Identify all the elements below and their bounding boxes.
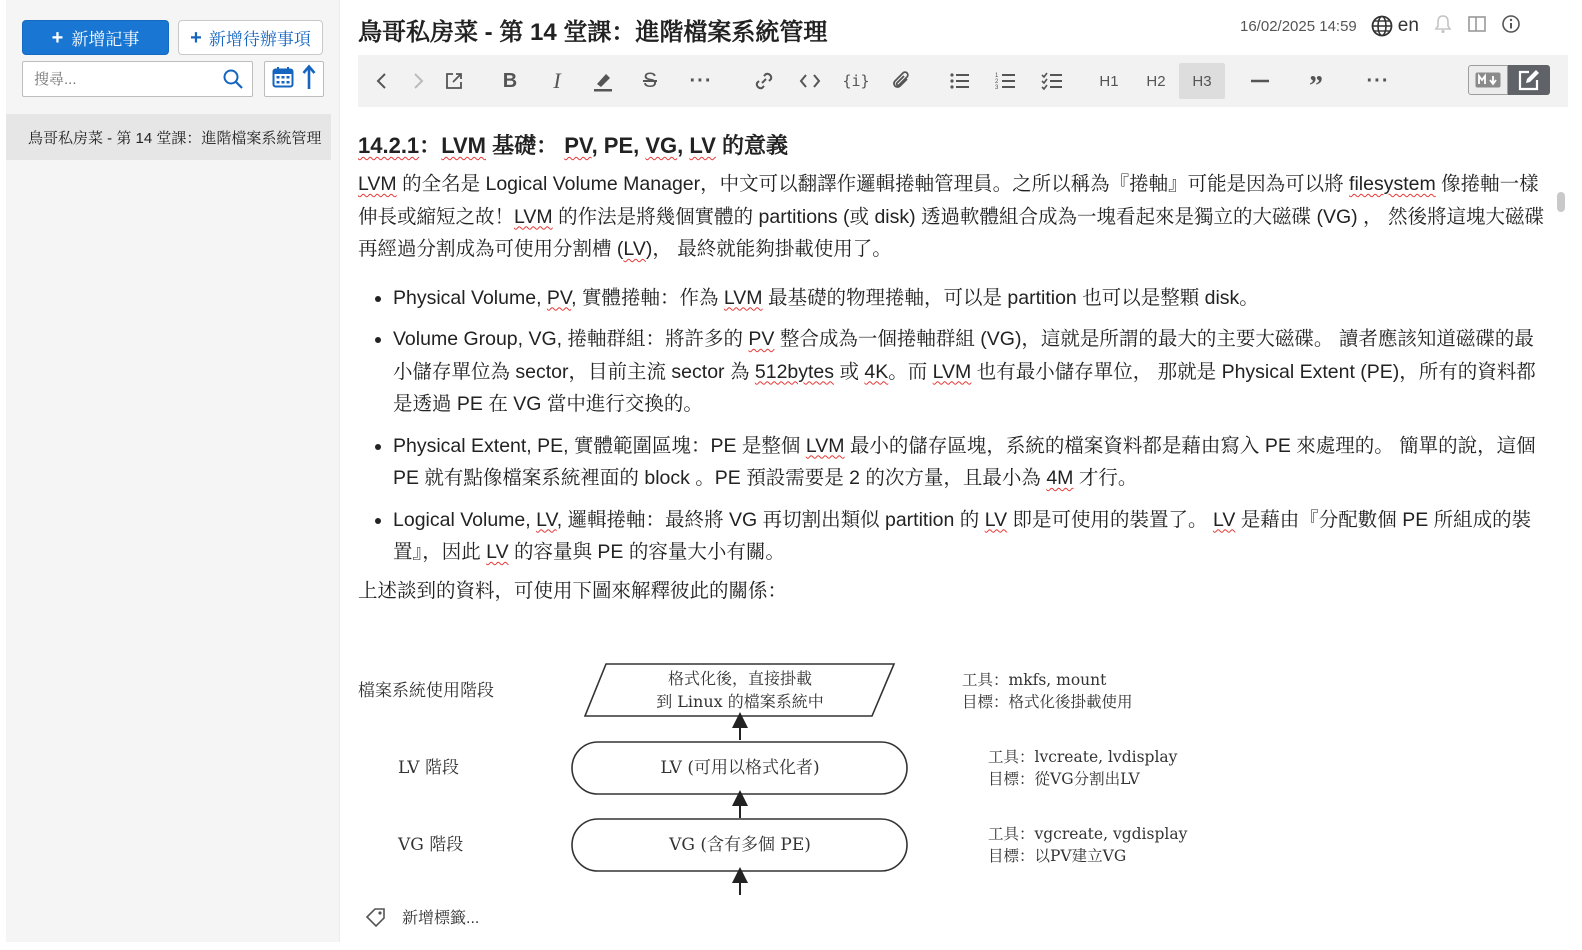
misspelled-word: LV [689,133,716,158]
link-icon[interactable] [751,55,777,107]
note-meta [1240,14,1521,38]
misspelled-word: LV [1212,508,1236,531]
stage3-goal: 目標：以PV建立VG [988,847,1127,865]
misspelled-word: 14.2.1 [358,133,420,158]
text-run: , 邏輯捲軸：最終將 VG 再切割出類似 partition 的 [556,508,985,531]
heading-1-button[interactable]: H1 [1099,72,1119,90]
highlight-icon[interactable] [590,55,616,107]
misspelled-word: LVM [723,286,763,309]
text-run: , PE, [591,133,646,158]
rich-text-mode-icon[interactable] [1508,65,1550,95]
horizontal-rule-icon[interactable] [1248,55,1272,107]
misspelled-word: 4M [1046,467,1074,489]
plus-icon: + [51,26,64,49]
text-run: Logical Volume, [393,508,537,531]
svg-text:2: 2 [995,79,999,85]
italic-icon[interactable]: I [553,68,561,93]
alarm-icon[interactable] [1433,14,1453,38]
new-todo-label: 新增待辦事項 [208,30,311,49]
blockquote-icon[interactable]: ” [1309,71,1323,102]
language-selector[interactable] [1371,15,1419,37]
misspelled-word: LVM [358,173,397,195]
text-run: 的全名是 Logical Volume Manager，中文可以翻譯作邏輯捲軸管理員。之所以稱為『捲軸』可能是因為可以將 [396,173,1350,195]
text-run: 的意義 [715,133,788,158]
plus-icon: + [190,26,202,49]
text-run: 即是可使用的裝置了。 [1007,508,1213,531]
note-datetime[interactable]: 16/02/2025 14:59 [1240,17,1357,35]
heading-2-button[interactable]: H2 [1146,72,1166,90]
stage2-box: LV (可用以格式化者) [660,758,820,778]
svg-text:3: 3 [995,85,999,91]
misspelled-word: LV [623,238,646,260]
intro-paragraph [358,168,1550,266]
checklist-icon[interactable] [1039,55,1065,107]
text-run: 也有最小儲存單位， 那就是 Physical Extent (PE)，所有的資料都是透過 PE 在 VG 當中進行交換的。 [393,360,1536,415]
stage1-box-line1: 格式化後，直接掛載 [667,669,813,688]
text-run: 最基礎的物理捲軸，可以是 partition 也可以是整顆 disk。 [762,286,1259,309]
misspelled-word: PV [546,286,572,309]
markdown-mode-icon[interactable] [1468,65,1508,95]
editor-scrollbar[interactable] [1557,192,1565,212]
list-item [393,323,1550,421]
calendar-icon[interactable] [272,66,294,93]
misspelled-word: LVM [805,434,845,457]
misspelled-word: 512bytes [754,360,835,383]
text-run: 是藉由『分配數個 PE 所組成的裝置』，因此 [393,508,1532,563]
text-run: 的容量與 PE 的容量大小有關。 [508,541,785,563]
text-run: 整合成為一個捲軸群組 (VG)，這就是所謂的最大的主要大磁碟。 讀者應該知道磁碟的最小儲存單位為 sector，目前主流 sector 為 [393,328,1534,383]
stage2-goal: 目標：從VG分割出LV [988,770,1140,788]
note-title[interactable]: 鳥哥私房菜 - 第 14 堂課：進階檔案系統管理 [358,19,828,46]
heading-3-button[interactable]: H3 [1179,63,1225,99]
text-run: Physical Volume, [393,286,547,309]
tag-icon [365,906,387,928]
text-run: 基礎： [486,133,565,158]
misspelled-word: PV [748,328,775,350]
list-item [393,504,1550,569]
bold-icon[interactable]: B [502,69,518,92]
search-icon[interactable] [223,69,243,94]
misspelled-word: 4K [864,360,889,383]
toggle-layout-icon[interactable] [1467,14,1487,38]
lvm-diagram [358,656,1188,896]
language-label: en [1397,15,1419,36]
stage3-tool: 工具：vgcreate, vgdisplay [988,825,1188,843]
code-block-icon[interactable]: {i} [842,72,870,90]
note-body[interactable] [358,124,1550,607]
numbered-list-icon[interactable] [993,55,1019,107]
svg-text:1: 1 [995,73,999,79]
misspelled-word: LVM [441,133,486,158]
misspelled-word: filesystem [1349,173,1436,195]
misspelled-word: VG [645,133,678,158]
stage1-goal: 目標：格式化後掛載使用 [962,693,1133,711]
text-run: )， 最終就能夠掛載使用了。 [645,238,892,260]
text-run: 像捲軸一樣伸長或縮短之故！ [358,173,1539,228]
text-run: 。而 [888,360,933,383]
text-run: 或 [834,360,865,383]
new-todo-button[interactable] [178,20,323,55]
text-run: , 實體捲軸：作為 [571,286,724,309]
back-icon[interactable] [370,55,394,107]
stage1-box-line2: 到 Linux 的檔案系統中 [656,692,824,711]
info-icon[interactable] [1501,14,1521,38]
misspelled-word: LVM [514,205,553,228]
search-box [22,61,253,97]
add-tag-label: 新增標籤... [402,910,480,927]
text-run: ： [419,133,442,158]
list-item [393,430,1550,495]
stage3-label: VG 階段 [398,835,464,855]
bullet-list-icon[interactable] [947,55,973,107]
stage3-box: VG (含有多個 PE) [669,835,811,855]
misspelled-word: PV [564,133,592,158]
sort-controls [264,61,324,97]
misspelled-word: LV [486,541,509,563]
text-run: 的作法是將幾個實體的 partitions (或 disk) 透過軟體組合成為一塊看起來是獨立的大磁碟 (VG) ， 然後將這塊大磁碟再經過分割成為可使用分割槽 ( [358,205,1544,260]
globe-icon [1371,15,1393,37]
note-list-item[interactable] [6,114,331,160]
new-note-button[interactable] [22,20,169,55]
text-run: 才行。 [1073,467,1138,489]
list-item [393,282,1550,315]
strikethrough-icon[interactable]: S [642,69,657,92]
section-heading [358,124,1550,168]
sidebar [6,0,340,942]
inline-code-icon[interactable] [797,55,823,107]
sort-up-arrow-icon[interactable] [302,64,316,95]
new-note-label: 新增記事 [71,30,140,49]
definition-list [358,282,1550,569]
misspelled-word: LV [984,508,1008,531]
note-list-item-title: 鳥哥私房菜 - 第 14 堂課：進階檔案系統管理 [28,129,322,147]
text-run: 最小的儲存區塊，系統的檔案資料都是藉由寫入 PE 來處理的。 簡單的說，這個 PE 就有點像檔案系統裡面的 block 。PE 預設需要是 2 的次方量，且最小為 [393,434,1536,489]
more-options-icon[interactable]: ··· [1366,69,1390,92]
misspelled-word: LV [536,508,557,531]
stage2-label: LV 階段 [398,758,459,778]
outro-paragraph: 上述談到的資料，可使用下圖來解釋彼此的關係： [358,579,788,602]
stage1-tool: 工具：mkfs, mount [962,671,1107,689]
open-external-icon[interactable] [441,55,467,107]
editor-toolbar [358,55,1568,107]
stage1-label: 檔案系統使用階段 [358,681,494,701]
text-run: , [677,133,690,158]
stage2-tool: 工具：lvcreate, lvdisplay [988,748,1178,766]
more-format-icon[interactable]: ··· [689,69,713,92]
forward-icon[interactable] [406,55,430,107]
editor-mode-toggle [1468,65,1552,97]
misspelled-word: LVM [932,360,972,383]
search-input[interactable] [23,62,224,96]
tag-bar[interactable] [365,905,479,928]
text-run: Volume Group, VG, 捲軸群組：將許多的 [393,328,749,350]
attach-icon[interactable] [889,55,915,107]
text-run: Physical Extent, PE, 實體範圍區塊：PE 是整個 [393,434,806,457]
